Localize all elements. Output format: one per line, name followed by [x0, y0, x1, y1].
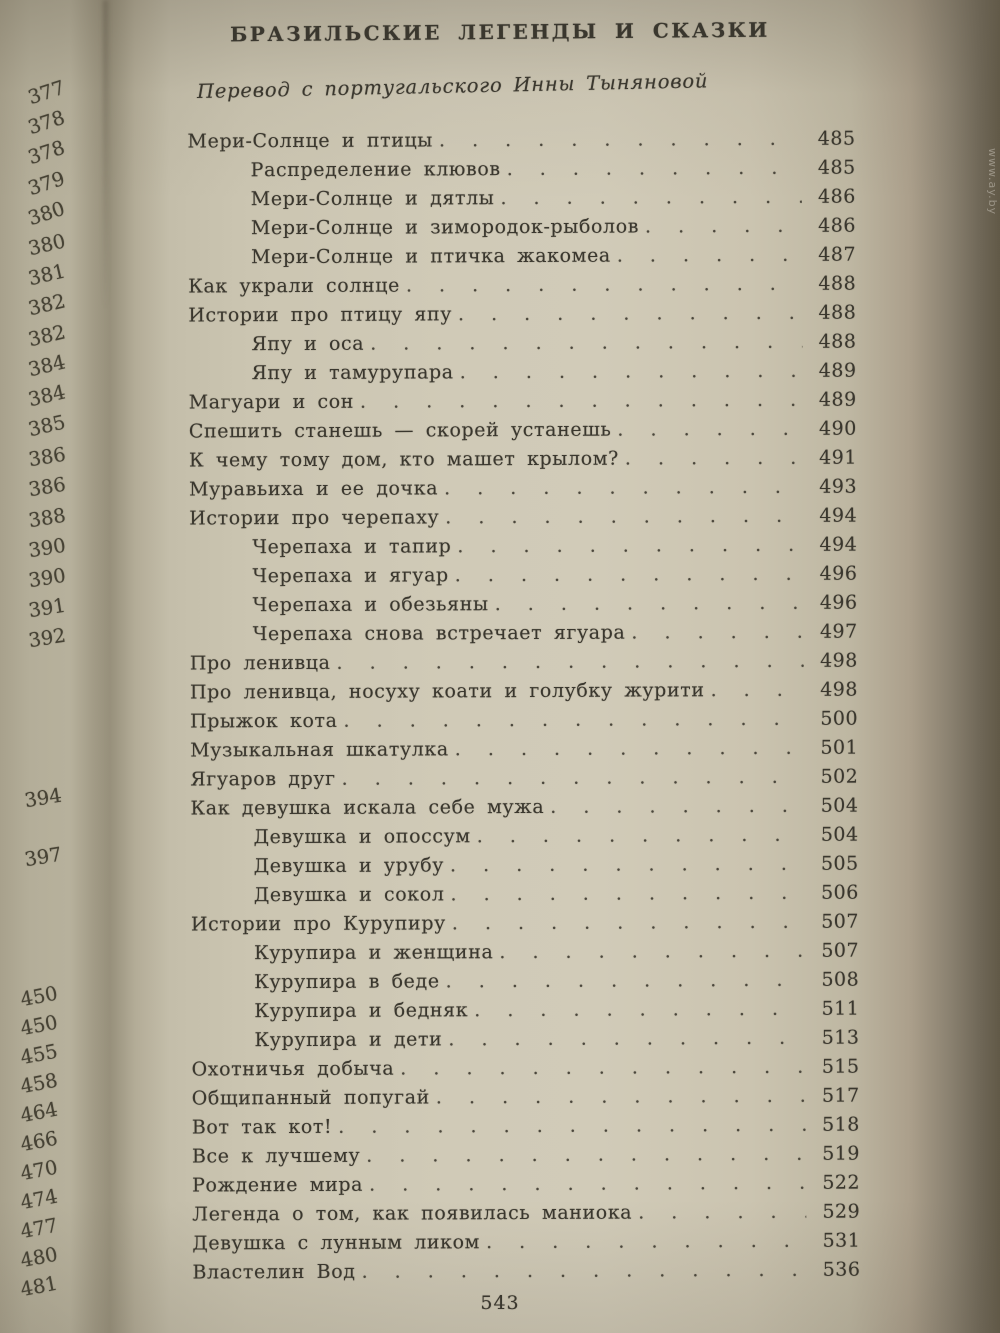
- toc-entry-title: Властелин Вод: [192, 1260, 356, 1284]
- dot-leader: [710, 676, 804, 705]
- toc-entry-title: Черепаха и тапир: [252, 535, 452, 559]
- toc-entry-page: 515: [821, 1055, 860, 1078]
- toc-entry-title: Девушка и сокол: [253, 883, 445, 907]
- toc-entry-title: Девушка и опоссум: [253, 825, 471, 849]
- dot-leader: [617, 241, 802, 271]
- toc-entry-title: Черепаха и ягуар: [252, 564, 449, 588]
- toc-entry-page: 507: [821, 910, 859, 933]
- toc-entry: [191, 879, 859, 911]
- toc-entry-page: 489: [818, 388, 857, 411]
- toc-entry: [191, 995, 859, 1027]
- toc-entry-page: 519: [822, 1142, 861, 1165]
- toc-entry: [191, 966, 859, 998]
- toc-entry: [192, 1140, 860, 1172]
- toc-entry-title: Истории про птицу япу: [188, 303, 453, 327]
- dot-leader: [446, 966, 806, 997]
- toc-entry-title: Мери-Солнце и дятлы: [250, 187, 495, 211]
- dot-leader: [500, 183, 801, 213]
- toc-entry-page: 496: [819, 591, 858, 614]
- dot-leader: [439, 125, 802, 156]
- left-page-number: 450: [18, 1010, 60, 1041]
- dot-leader: [445, 502, 803, 533]
- toc-entry: [189, 589, 857, 621]
- toc-entry-page: 511: [821, 997, 860, 1020]
- toc-entry-page: 485: [817, 156, 856, 179]
- dot-leader: [631, 618, 803, 648]
- left-page-number: 455: [18, 1039, 60, 1070]
- left-page-number: 464: [18, 1097, 60, 1128]
- dot-leader: [474, 995, 805, 1025]
- toc-entry-title: Курупира и бедняк: [254, 999, 469, 1023]
- left-page-number: 390: [26, 563, 68, 593]
- dot-leader: [455, 560, 804, 591]
- toc-entry-title: Истории про Курупиру: [190, 912, 446, 936]
- toc-entry-page: 501: [820, 736, 859, 759]
- toc-entry-title: Черепаха снова встречает ягуара: [252, 621, 626, 646]
- dot-leader: [338, 1111, 806, 1142]
- dot-leader: [625, 444, 803, 474]
- left-page-number: 392: [26, 624, 68, 653]
- dot-leader: [495, 589, 804, 619]
- left-page-number: 386: [26, 442, 68, 472]
- toc-entry-title: Япу и тамурупара: [251, 361, 454, 385]
- toc-entry-title: Курупира и женщина: [254, 941, 494, 965]
- left-page-numbers-bottom: [0, 981, 60, 1304]
- dot-leader: [370, 328, 802, 359]
- dot-leader: [486, 1227, 806, 1257]
- toc-entry-page: 504: [820, 823, 859, 846]
- toc-entry-page: 518: [822, 1113, 860, 1136]
- toc-entry-page: 486: [818, 214, 856, 237]
- toc-entry-title: Как девушка искала себе мужа: [190, 795, 545, 820]
- gutter-crease: [103, 0, 108, 310]
- toc-entry-title: Все к лучшему: [191, 1144, 361, 1168]
- toc-entry-title: Мери-Солнце и птичка жакомеа: [250, 244, 611, 269]
- toc-entry-title: Охотничья добыча: [191, 1057, 395, 1081]
- toc-entry: [192, 1053, 860, 1085]
- toc-entry: [191, 821, 859, 853]
- left-page-number: 384: [26, 380, 68, 412]
- toc-entry-title: Муравьиха и ее дочка: [189, 477, 439, 501]
- toc-entry: [189, 473, 857, 505]
- toc-entry-page: 488: [818, 301, 857, 324]
- dot-leader: [550, 792, 804, 822]
- toc-entry: [188, 328, 856, 360]
- toc-entry-page: 487: [818, 243, 857, 266]
- toc-entry: [189, 531, 857, 563]
- toc-entry-title: Вот так кот!: [191, 1115, 333, 1139]
- toc-entry-page: 506: [821, 881, 859, 904]
- toc-entry-page: 505: [820, 852, 859, 875]
- left-page-numbers-top: [0, 75, 68, 657]
- dot-leader: [448, 1024, 805, 1055]
- toc-entry-page: 497: [819, 620, 858, 643]
- left-page-number: 381: [26, 259, 68, 291]
- toc-entry-title: Как украли солнце: [188, 274, 400, 298]
- dot-leader: [617, 415, 803, 445]
- toc-entry-page: 494: [819, 533, 858, 556]
- toc-entry: [188, 357, 856, 389]
- toc-entry: [189, 444, 857, 476]
- toc-entry-title: Черепаха и обезьяны: [252, 593, 489, 617]
- toc-entry-page: 513: [821, 1026, 860, 1049]
- dot-leader: [343, 705, 804, 736]
- left-page-number: 378: [25, 105, 68, 140]
- dot-leader: [507, 154, 802, 184]
- toc-entry-title: Рождение мира: [192, 1173, 364, 1197]
- dot-leader: [460, 357, 803, 387]
- toc-entry: [191, 937, 859, 969]
- toc-entry: [187, 125, 855, 157]
- toc-entry: [190, 763, 858, 795]
- left-page-number: 388: [26, 503, 68, 532]
- toc-entry-title: Магуари и сон: [188, 390, 355, 414]
- left-page-number: 477: [18, 1213, 60, 1244]
- left-page-number: 384: [26, 350, 68, 381]
- toc-entry: [188, 299, 856, 331]
- toc-entry-page: 504: [820, 794, 859, 817]
- toc-entry-page: 486: [817, 185, 856, 208]
- left-page-number: 397: [22, 842, 64, 872]
- toc-entry-title: Ягуаров друг: [190, 767, 336, 791]
- toc-entry: [188, 270, 856, 302]
- dot-leader: [458, 299, 802, 330]
- toc-entry-page: 508: [821, 968, 860, 991]
- toc-entry: [190, 618, 858, 650]
- toc-entry-page: 485: [817, 127, 856, 150]
- left-page-number: 385: [26, 410, 68, 442]
- toc-entry-title: Истории про черепаху: [189, 506, 440, 530]
- left-page-number-394: [0, 783, 64, 816]
- toc-entry: [192, 1256, 860, 1288]
- dot-leader: [361, 1256, 806, 1287]
- left-page-number: 480: [18, 1242, 60, 1273]
- toc-entry-page: 502: [820, 765, 859, 788]
- toc-entry-title: Легенда о том, как появилась маниока: [192, 1201, 633, 1226]
- left-page-number: 481: [18, 1271, 60, 1302]
- left-page-number: 391: [26, 593, 68, 623]
- left-page-number: 379: [25, 166, 68, 200]
- toc-entry-page: 529: [822, 1200, 861, 1223]
- left-page-number: 470: [18, 1155, 60, 1186]
- toc-entry: [189, 415, 857, 447]
- translator-line: Перевод с португальского Инны Тыняновой: [196, 69, 709, 103]
- toc-entry-page: 488: [818, 330, 857, 353]
- toc-entry-title: Распределение клювов: [250, 158, 501, 182]
- toc-entry-title: Курупира и дети: [254, 1028, 443, 1052]
- toc-entry: [191, 1024, 859, 1056]
- left-page-number: 450: [18, 981, 60, 1012]
- toc-entry: [192, 1227, 860, 1259]
- toc-entry-page: 488: [818, 272, 857, 295]
- toc-entry-title: Прыжок кота: [190, 709, 338, 733]
- toc-entry: [192, 1111, 860, 1143]
- dot-leader: [457, 531, 803, 562]
- dot-leader: [638, 1198, 806, 1228]
- dot-leader: [406, 270, 802, 301]
- toc-entry: [189, 560, 857, 592]
- toc-entry-title: Про ленивца: [189, 651, 331, 675]
- toc-entry-page: 496: [819, 562, 858, 585]
- toc-entry-title: Про ленивца, носуху коати и голубку журити: [189, 679, 705, 704]
- toc-entry: [190, 647, 858, 679]
- dot-leader: [450, 879, 804, 910]
- toc-entry-title: Общипанный попугай: [191, 1086, 430, 1110]
- toc-entry-page: 517: [821, 1084, 860, 1107]
- toc-entry-title: Япу и оса: [251, 332, 365, 356]
- dot-leader: [645, 212, 802, 242]
- dot-leader: [444, 473, 803, 504]
- toc-entry: [188, 241, 856, 273]
- toc-entry: [188, 154, 856, 186]
- left-page-number: 386: [26, 473, 68, 502]
- left-page-number: 382: [26, 289, 68, 321]
- toc-entry-title: Девушка с лунным ликом: [192, 1231, 481, 1255]
- table-of-contents: [187, 125, 860, 1288]
- toc-entry-title: Музыкальная шкатулка: [190, 738, 449, 762]
- toc-entry: [190, 792, 858, 824]
- dot-leader: [455, 734, 805, 765]
- toc-entry: [192, 1198, 860, 1230]
- left-page-number: 378: [25, 136, 68, 170]
- watermark: www.ay.by: [986, 148, 999, 216]
- toc-entry: [190, 705, 858, 737]
- toc-entry: [189, 386, 857, 418]
- toc-entry: [190, 734, 858, 766]
- toc-entry: [192, 1082, 860, 1114]
- toc-entry-page: 494: [819, 504, 858, 527]
- toc-entry-title: Мери-Солнце и птицы: [187, 129, 434, 153]
- left-page-number: 377: [25, 75, 68, 110]
- dot-leader: [360, 386, 803, 417]
- dot-leader: [366, 1140, 806, 1171]
- dot-leader: [436, 1082, 806, 1113]
- dot-leader: [450, 850, 805, 881]
- book-title-header: БРАЗИЛЬСКИЕ ЛЕГЕНДЫ И СКАЗКИ: [230, 17, 770, 47]
- toc-entry-title: Девушка и урубу: [253, 854, 445, 878]
- left-page-number: 458: [18, 1068, 60, 1099]
- left-page-number: 394: [22, 783, 64, 813]
- toc-entry-page: 500: [820, 707, 859, 730]
- page-number: 543: [480, 1292, 520, 1314]
- toc-entry-page: 507: [821, 939, 860, 962]
- dot-leader: [499, 937, 805, 967]
- toc-entry: [192, 1169, 860, 1201]
- dot-leader: [477, 821, 805, 851]
- toc-entry-page: 536: [822, 1258, 861, 1281]
- dot-leader: [400, 1053, 805, 1084]
- toc-entry-title: Спешить станешь — скорей устанешь: [188, 418, 612, 443]
- toc-entry-title: Курупира в беде: [254, 970, 440, 994]
- dot-leader: [452, 908, 805, 939]
- toc-entry: [191, 908, 859, 940]
- left-page-number: 466: [18, 1126, 60, 1157]
- toc-entry-page: 490: [818, 417, 857, 440]
- dot-leader: [336, 647, 803, 678]
- toc-entry-page: 522: [822, 1171, 861, 1194]
- toc-entry: [189, 502, 857, 534]
- left-page-number: 474: [18, 1184, 60, 1215]
- toc-entry-page: 498: [820, 678, 858, 701]
- left-page-number: 380: [26, 229, 68, 261]
- toc-entry-title: Мери-Солнце и зимородок-рыболов: [250, 215, 640, 240]
- left-page-number: 390: [26, 533, 68, 563]
- toc-entry: [188, 212, 856, 244]
- left-page-number: 380: [25, 196, 68, 230]
- left-page-number: 382: [26, 319, 68, 351]
- toc-entry-page: 489: [818, 359, 857, 382]
- toc-entry-page: 498: [819, 649, 858, 672]
- toc-entry: [191, 850, 859, 882]
- toc-entry: [190, 676, 858, 708]
- toc-entry-page: 491: [819, 446, 857, 469]
- dot-leader: [342, 763, 805, 794]
- toc-entry-page: 493: [819, 475, 858, 498]
- toc-entry-page: 531: [822, 1229, 861, 1252]
- toc-entry: [188, 183, 856, 215]
- dot-leader: [369, 1169, 806, 1200]
- left-page-number-397: [0, 842, 64, 875]
- toc-entry-title: К чему тому дом, кто машет крылом?: [188, 447, 619, 472]
